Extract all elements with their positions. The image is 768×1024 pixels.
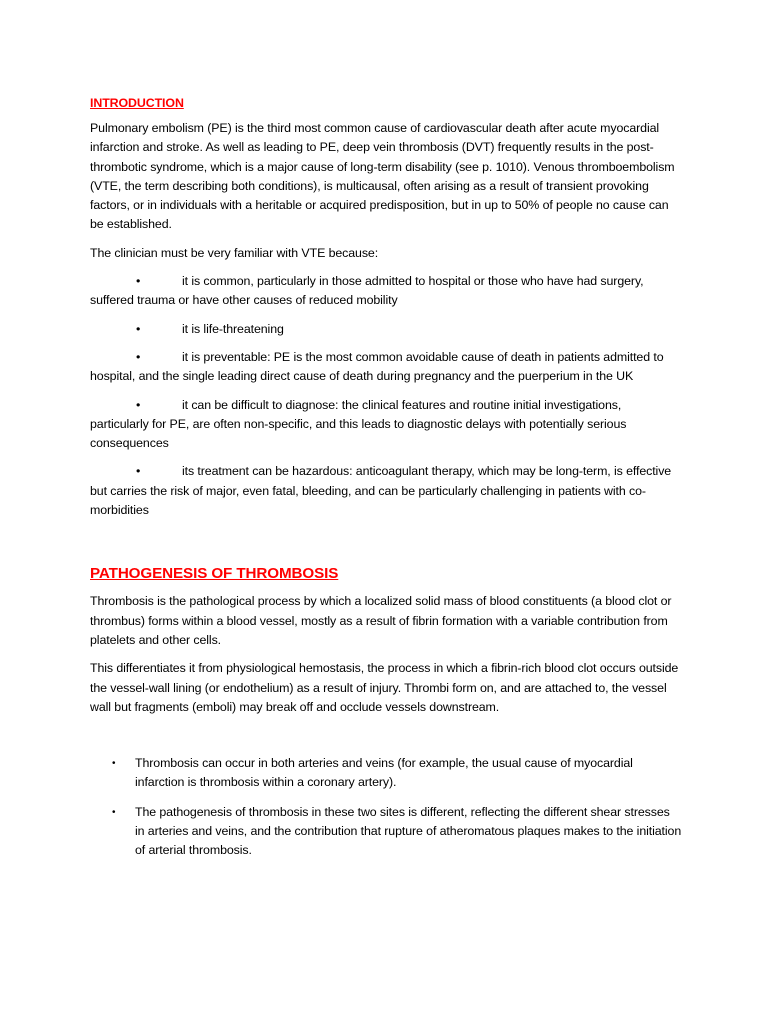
vte-bullet-item [90, 462, 682, 520]
vte-bullet-text: it is common, particularly in those admitted to hospital or those who have had surgery, suffered trauma or have other causes of reduced mobility [90, 274, 644, 308]
vte-bullet-item [90, 348, 682, 387]
introduction-heading: INTRODUCTION [90, 96, 184, 110]
bullet-icon: • [136, 349, 141, 364]
introduction-paragraph-2: The clinician must be very familiar with VTE because: [90, 245, 379, 260]
bullet-icon: • [136, 397, 141, 412]
vte-bullet-text: its treatment can be hazardous: anticoagulant therapy, which may be long-term, is effective but carries the risk of major, even fatal, bleeding, and can be particularly challenging in patients with co-morbidities [90, 464, 672, 518]
vte-bullet-text: it can be difficult to diagnose: the clinical features and routine initial investigations, particularly for PE, are often non-specific, and this leads to diagnostic delays with potentially serious consequences [90, 397, 627, 451]
bullet-icon: • [112, 806, 116, 818]
list-item-text: Thrombosis can occur in both arteries and veins (for example, the usual cause of myocardial infarction is thrombosis within a coronary artery). [135, 756, 633, 790]
introduction-paragraph-1: Pulmonary embolism (PE) is the third most common cause of cardiovascular death after acute myocardial infarction and stroke. As well as leading to PE, deep vein thrombosis (DVT) frequently results in the post-thrombotic syndrome, which is a major cause of long-term disability (see p. 1010). Venous thromboembolism (VTE, the term describing both conditions), is multicausal, often arising as a result of transient provoking factors, or in individuals with a heritable or acquired predisposition, but in up to 50% of people no cause can be established. [90, 121, 675, 232]
vte-bullet-item [90, 320, 682, 339]
list-item [90, 803, 682, 861]
vte-bullet-item [90, 272, 682, 311]
bullet-icon: • [136, 321, 141, 336]
document-content [90, 95, 682, 871]
bullet-icon: • [136, 274, 141, 289]
spacer [90, 726, 682, 754]
vte-bullet-text: it is life-threatening [182, 321, 284, 336]
pathogenesis-paragraph-1: Thrombosis is the pathological process by which a localized solid mass of blood constituents (a blood clot or thrombus) forms within a blood vessel, mostly as a result of fibrin formation with a variable contribution from platelets and other cells. [90, 594, 672, 647]
pathogenesis-heading: PATHOGENESIS OF THROMBOSIS [90, 565, 339, 583]
vte-bullet-text: it is preventable: PE is the most common avoidable cause of death in patients admitted to hospital, and the single leading direct cause of death during pregnancy and the puerperium in the UK [90, 349, 664, 384]
list-item-text: The pathogenesis of thrombosis in these two sites is different, reflecting the different shear stresses in arteries and veins, and the contribution that rupture of atheromatous plaques makes to the initiation of arterial thrombosis. [135, 804, 682, 858]
bullet-icon: • [112, 758, 116, 770]
pathogenesis-paragraph-2: This differentiates it from physiological hemostasis, the process in which a fibrin-rich blood clot occurs outside the vessel-wall lining (or endothelium) as a result of injury. Thrombi form on, and are attached to, the vessel wall but fragments (emboli) may break off and occlude vessels downstream. [90, 661, 679, 714]
bullet-icon: • [136, 464, 141, 479]
list-item [90, 754, 682, 793]
vte-bullet-item [90, 396, 682, 454]
thrombosis-bullet-list [90, 754, 682, 860]
